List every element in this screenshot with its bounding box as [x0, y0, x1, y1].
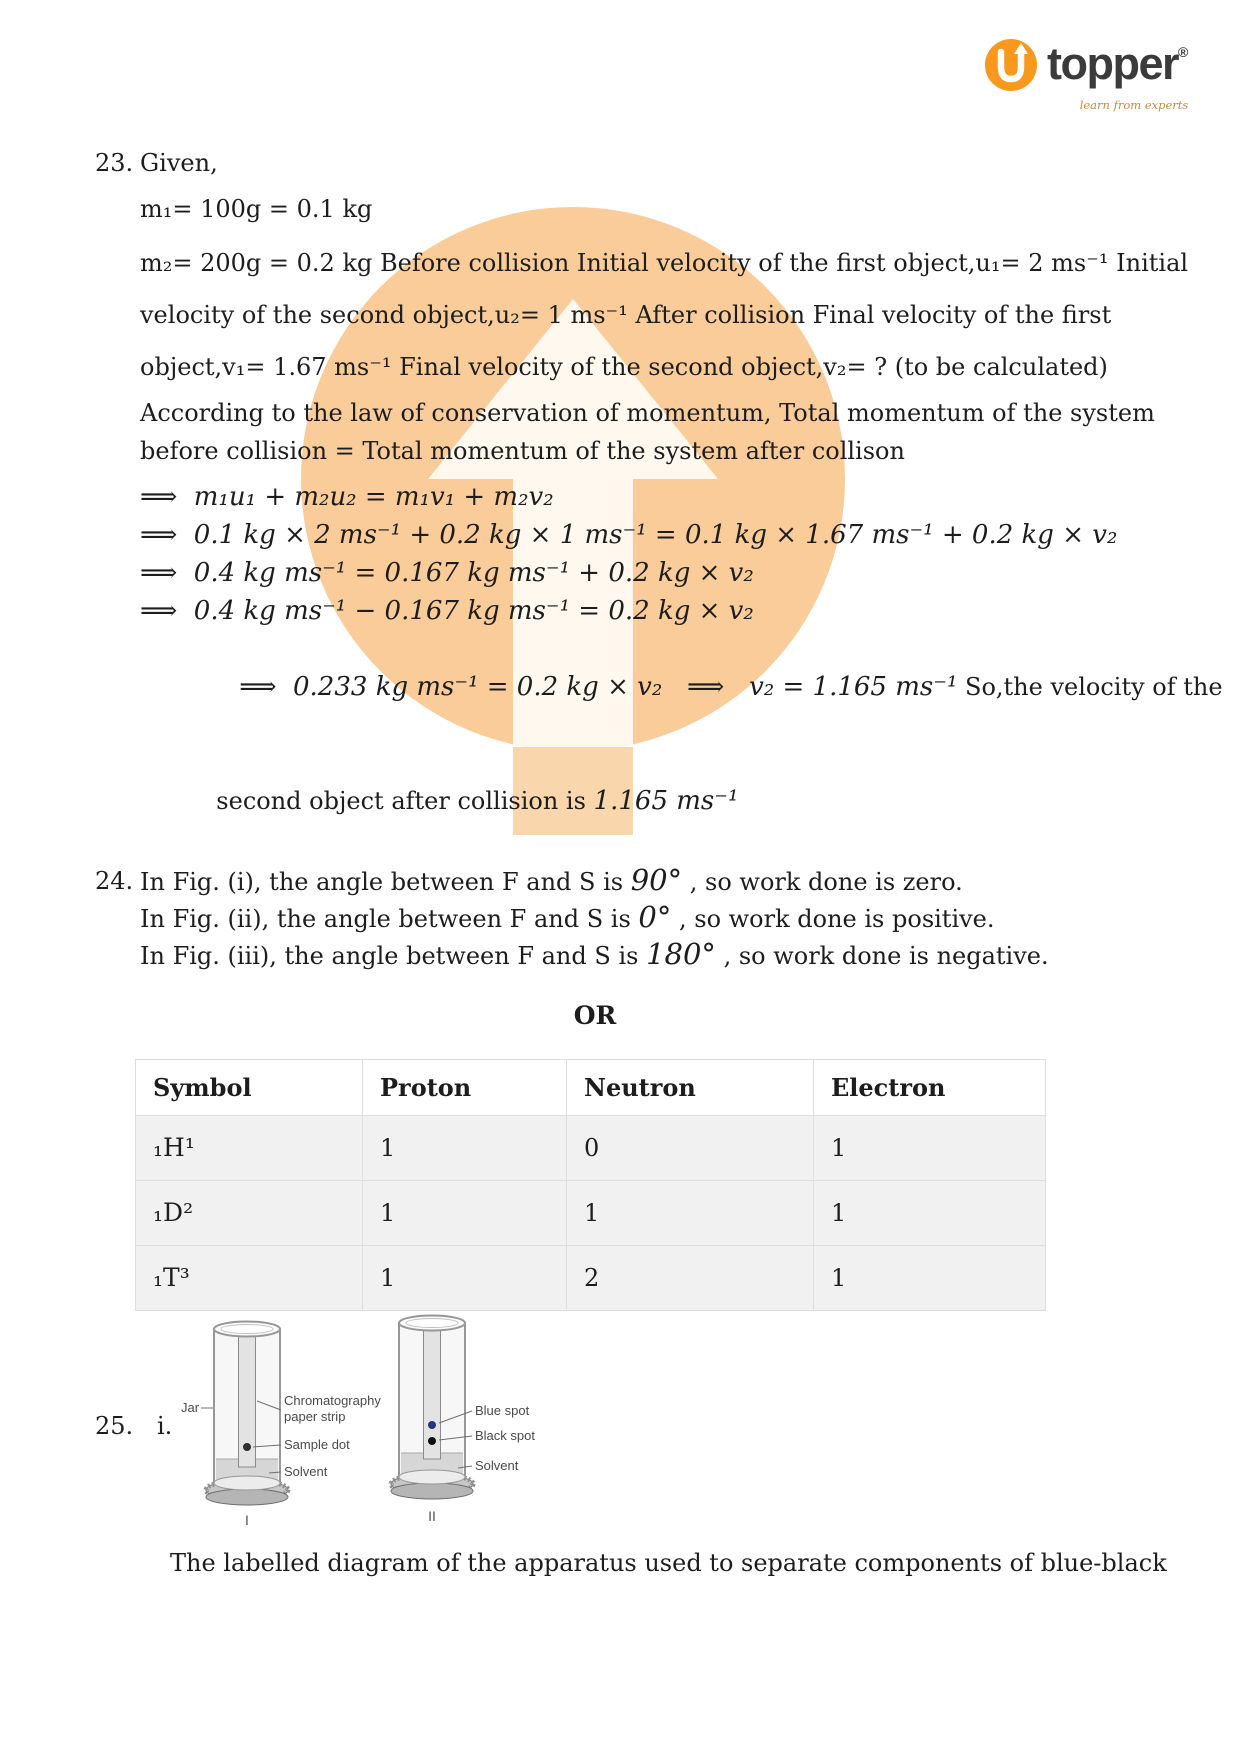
table-cell: ₁T³ — [136, 1246, 363, 1311]
black-spot-label: Black spot — [475, 1428, 535, 1443]
question-25 — [95, 1313, 1155, 1538]
jar-left — [206, 1322, 288, 1506]
text-line — [140, 901, 1049, 938]
question-23-number: 23. — [95, 149, 134, 177]
table-header-row — [136, 1060, 1046, 1116]
math-expression: ⟹ 0.233 kg ms⁻¹ = 0.2 kg × v₂ ⟹ v₂ = 1.165 ms⁻¹ — [239, 672, 958, 702]
brand-wordmark: topper — [1047, 38, 1178, 89]
math-line — [140, 630, 1223, 744]
solvent-left-label: Solvent — [284, 1464, 328, 1479]
brand-name — [1047, 38, 1188, 100]
logo-text — [1047, 38, 1188, 112]
question-23 — [95, 146, 1155, 180]
math-line: ⟹ 0.4 kg ms⁻¹ = 0.167 kg ms⁻¹ + 0.2 kg × v₂ — [140, 558, 754, 588]
table-cell: 1 — [363, 1116, 567, 1181]
table-row — [136, 1181, 1046, 1246]
question-25-part: i. — [157, 1412, 173, 1440]
table-cell: 0 — [567, 1116, 814, 1181]
topper-logo — [984, 38, 1188, 112]
q23-body — [140, 192, 1223, 852]
text-line — [140, 938, 1049, 975]
text-line: According to the law of conservation of momentum, Total momentum of the system — [140, 399, 1155, 427]
q23-math-block — [140, 478, 1223, 744]
inline-text: , so work done is positive. — [671, 905, 995, 933]
table-cell: 2 — [567, 1246, 814, 1311]
black-spot — [428, 1437, 436, 1445]
table-row — [136, 1116, 1046, 1181]
topper-logo-icon — [984, 38, 1038, 92]
math-line: ⟹ 0.1 kg × 2 ms⁻¹ + 0.2 kg × 1 ms⁻¹ = 0.1 kg × 1.67 ms⁻¹ + 0.2 kg × v₂ — [140, 520, 1118, 550]
text-line: velocity of the second object,u₂= 1 ms⁻¹ After collision Final velocity of the first — [140, 301, 1112, 329]
jar-label: Jar — [181, 1400, 200, 1415]
blue-spot — [428, 1421, 436, 1429]
text-line: m₂= 200g = 0.2 kg Before collision Initial velocity of the first object,u₁= 2 ms⁻¹ Initial — [140, 249, 1189, 277]
math-line: ⟹ m₁u₁ + m₂u₂ = m₁v₁ + m₂v₂ — [140, 482, 554, 512]
table-row — [136, 1246, 1046, 1311]
q24-body — [140, 864, 1049, 975]
math-expression: 1.165 ms⁻¹ — [593, 786, 739, 816]
q25-caption: The labelled diagram of the apparatus used to separate components of blue-black — [170, 1549, 1167, 1577]
text-line — [140, 864, 1049, 901]
table-cell: 1 — [814, 1116, 1046, 1181]
angle-value: 180° — [646, 937, 716, 971]
table-cell: 1 — [363, 1246, 567, 1311]
question-24-number: 24. — [95, 867, 134, 895]
question-24 — [95, 864, 1155, 975]
column-header-symbol: Symbol — [136, 1060, 363, 1116]
text-line: m₁= 100g = 0.1 kg — [140, 195, 373, 223]
inline-text: In Fig. (ii), the angle between F and S is — [140, 905, 639, 933]
inline-text: , so work done is zero. — [682, 868, 963, 896]
question-25-number: 25. — [95, 1412, 134, 1440]
chromatography-diagram — [179, 1313, 559, 1538]
inline-text: In Fig. (iii), the angle between F and S is — [140, 942, 647, 970]
column-header-electron: Electron — [814, 1060, 1046, 1116]
column-header-neutron: Neutron — [567, 1060, 814, 1116]
angle-value: 90° — [630, 863, 683, 897]
column-header-proton: Proton — [363, 1060, 567, 1116]
q23-closing-line — [140, 750, 1155, 852]
inline-text: second object after collision is — [216, 787, 594, 815]
angle-value: 0° — [638, 900, 672, 934]
sample-dot-label: Sample dot — [284, 1437, 350, 1452]
table-cell: 1 — [363, 1181, 567, 1246]
table-cell: 1 — [814, 1181, 1046, 1246]
table-cell: 1 — [567, 1181, 814, 1246]
text-line: before collision = Total momentum of the system after collison — [140, 437, 905, 465]
inline-text: , so work done is negative. — [715, 942, 1049, 970]
table-cell: ₁D² — [136, 1181, 363, 1246]
jar-right — [391, 1316, 473, 1500]
registered-mark: ® — [1178, 44, 1189, 60]
isotope-table — [135, 1059, 1046, 1311]
jar-numeral-right: II — [428, 1508, 436, 1524]
logo-tagline: learn from experts — [1079, 98, 1189, 112]
paper-strip-label-line1: Chromatography — [284, 1393, 381, 1408]
text-line: object,v₁= 1.67 ms⁻¹ Final velocity of the second object,v₂= ? (to be calculated) — [140, 353, 1108, 381]
inline-text: In Fig. (i), the angle between F and S is — [140, 868, 631, 896]
math-line: ⟹ 0.4 kg ms⁻¹ − 0.167 kg ms⁻¹ = 0.2 kg × v₂ — [140, 596, 754, 626]
table-cell: 1 — [814, 1246, 1046, 1311]
solvent-right-label: Solvent — [475, 1458, 519, 1473]
main-column — [95, 146, 1223, 1580]
or-separator: OR — [573, 1001, 617, 1030]
sample-dot — [243, 1443, 251, 1451]
paper-strip-label-line2: paper strip — [284, 1409, 346, 1424]
jar-numeral-left: I — [245, 1512, 249, 1528]
inline-text: So,the velocity of the — [957, 673, 1223, 701]
table-cell: ₁H¹ — [136, 1116, 363, 1181]
q23-intro: Given, — [140, 149, 218, 177]
blue-spot-label: Blue spot — [475, 1403, 530, 1418]
